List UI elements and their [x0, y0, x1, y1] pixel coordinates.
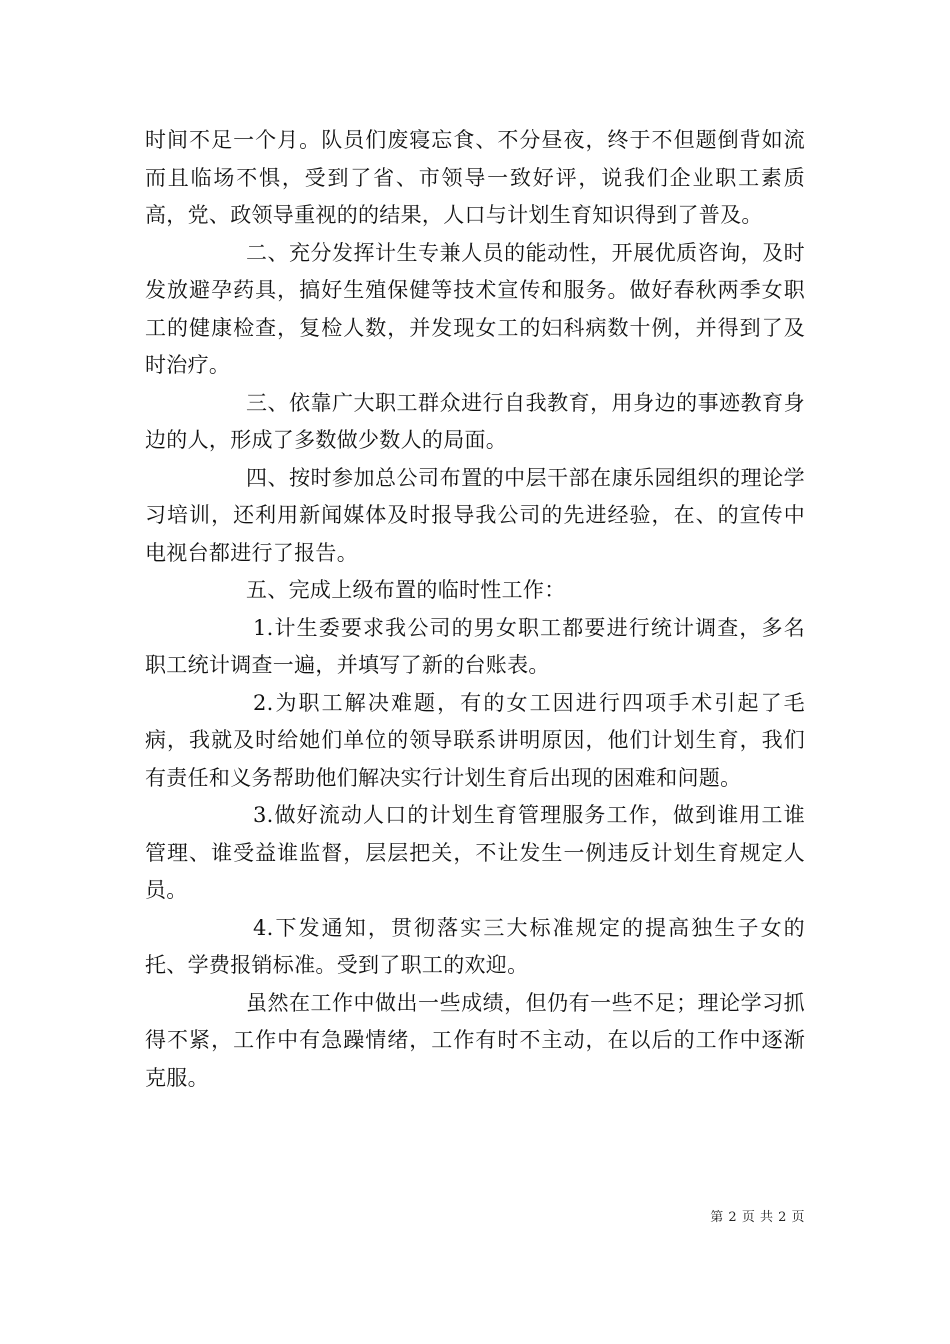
paragraph-item-1: 1.计生委要求我公司的男女职工都要进行统计调查，多名职工统计调查一遍，并填写了新的台账表。 — [145, 615, 805, 677]
paragraph-continuation: 时间不足一个月。队员们废寝忘食、不分昼夜，终于不但题倒背如流而且临场不惧，受到了省、市领导一致好评，说我们企业职工素质高，党、政领导重视的的结果，人口与计划生育知识得到了普及。 — [145, 128, 805, 227]
paragraph-conclusion: 虽然在工作中做出一些成绩，但仍有一些不足；理论学习抓得不紧，工作中有急躁情绪，工作有时不主动，在以后的工作中逐渐克服。 — [145, 990, 805, 1090]
page-number-footer: 第 2 页 共 2 页 — [710, 1210, 805, 1225]
paragraph-section-4: 四、按时参加总公司布置的中层干部在康乐园组织的理论学习培训，还利用新闻媒体及时报导我公司的先进经验，在、的宣传中电视台都进行了报告。 — [145, 465, 805, 565]
document-body — [145, 122, 805, 1097]
paragraph-item-2: 2.为职工解决难题，有的女工因进行四项手术引起了毛病，我就及时给她们单位的领导联系讲明原因，他们计划生育，我们有责任和义务帮助他们解决实行计划生育后出现的困难和问题。 — [145, 690, 805, 790]
paragraph-section-2: 二、充分发挥计生专兼人员的能动性，开展优质咨询，及时发放避孕药具，搞好生殖保健等技术宣传和服务。做好春秋两季女职工的健康检查，复检人数，并发现女工的妇科病数十例，并得到了及时治疗。 — [145, 240, 805, 377]
paragraph-item-3: 3.做好流动人口的计划生育管理服务工作，做到谁用工谁管理、谁受益谁监督，层层把关，不让发生一例违反计划生育规定人员。 — [145, 803, 805, 902]
paragraph-section-3: 三、依靠广大职工群众进行自我教育，用身边的事迹教育身边的人，形成了多数做少数人的局面。 — [145, 390, 805, 452]
paragraph-section-5: 五、完成上级布置的临时性工作： — [246, 578, 566, 602]
paragraph-item-4: 4.下发通知，贯彻落实三大标准规定的提高独生子女的托、学费报销标准。受到了职工的欢迎。 — [145, 915, 805, 977]
